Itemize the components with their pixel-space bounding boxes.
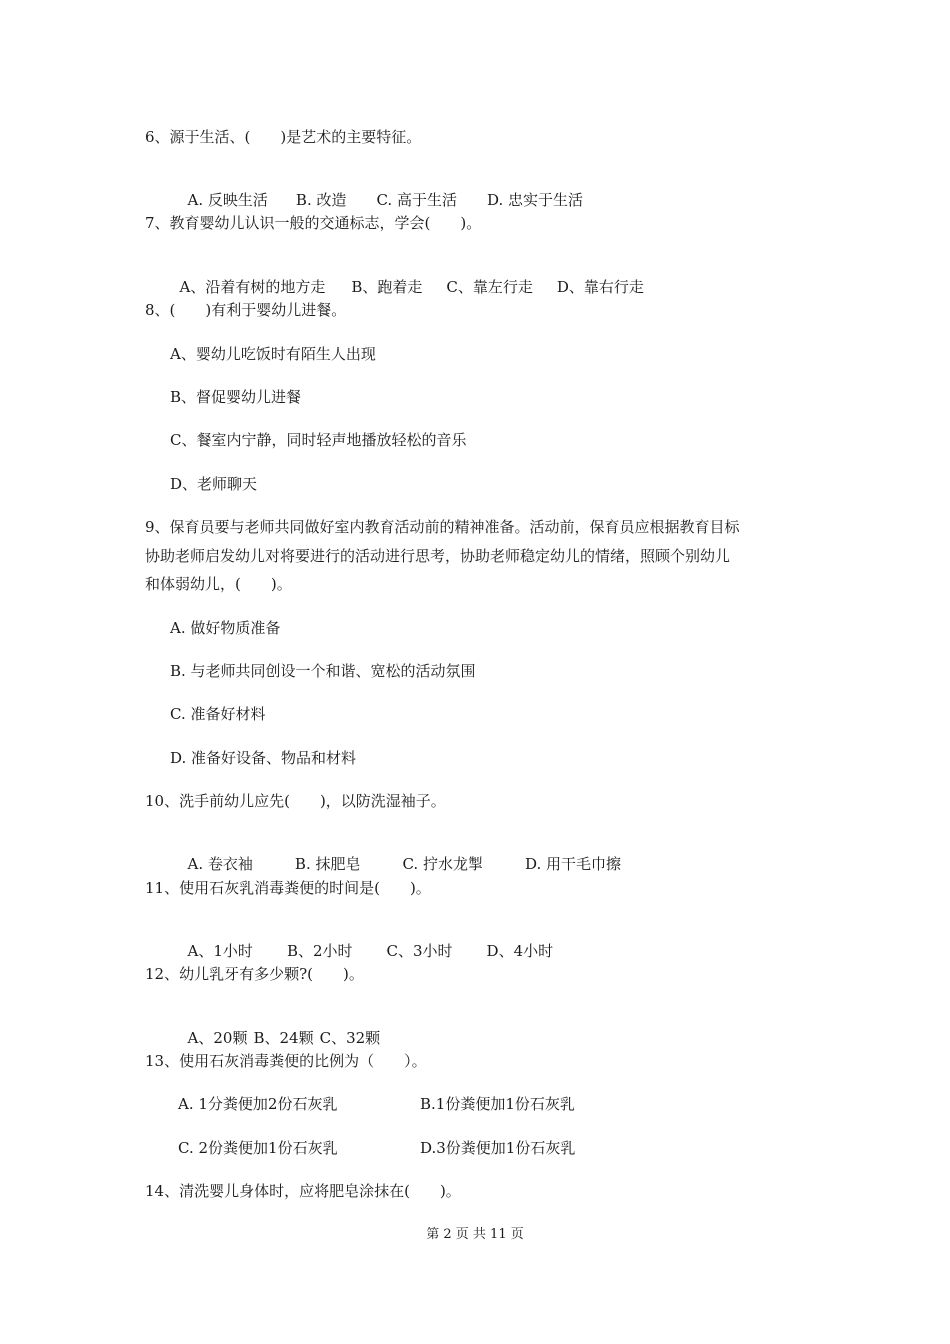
question-9-option-c: C. 准备好材料	[170, 705, 266, 723]
question-9-stem-line-1: 9、保育员要与老师共同做好室内教育活动前的精神准备。活动前，保育员应根据教育目标	[145, 518, 740, 536]
question-9-stem-line-2: 协助老师启发幼儿对将要进行的活动进行思考，协助老师稳定幼儿的情绪，照顾个别幼儿	[145, 547, 731, 565]
option-c: C. 高于生活	[376, 191, 457, 209]
option-b: B、24颗	[253, 1029, 314, 1047]
option-a: A、沿着有树的地方走	[179, 278, 326, 296]
option-c: C、32颗	[319, 1029, 381, 1047]
question-8-stem: 8、( )有利于婴幼儿进餐。	[145, 301, 347, 319]
question-8-option-a: A、婴幼儿吃饭时有陌生人出现	[170, 345, 376, 363]
question-13-stem: 13、使用石灰消毒粪便的比例为（ ）。	[145, 1052, 427, 1070]
question-13-option-b: B.1份粪便加1份石灰乳	[420, 1095, 575, 1113]
question-8-option-c: C、餐室内宁静，同时轻声地播放轻松的音乐	[170, 431, 467, 449]
question-9-option-b: B. 与老师共同创设一个和谐、宽松的活动氛围	[170, 662, 476, 680]
question-6-stem: 6、源于生活、( )是艺术的主要特征。	[145, 128, 422, 146]
question-7-options	[170, 257, 644, 297]
option-c: C、靠左行走	[446, 278, 533, 296]
question-6-options	[178, 170, 583, 210]
option-a: A、20颗	[187, 1029, 248, 1047]
question-8-option-b: B、督促婴幼儿进餐	[170, 388, 302, 406]
option-b: B. 抹肥皂	[294, 855, 361, 873]
question-13-option-c: C. 2份粪便加1份石灰乳	[178, 1139, 338, 1157]
question-14-stem: 14、清洗婴儿身体时，应将肥皂涂抹在( )。	[145, 1182, 461, 1200]
option-c: C. 拧水龙掣	[402, 855, 483, 873]
option-d: D. 忠实于生活	[486, 191, 583, 209]
option-a: A. 卷衣袖	[187, 855, 253, 873]
option-b: B. 改造	[295, 191, 347, 209]
question-11-stem: 11、使用石灰乳消毒粪便的时间是( )。	[145, 879, 431, 897]
question-12-options	[178, 1008, 380, 1048]
option-d: D、4小时	[486, 942, 554, 960]
question-8-option-d: D、老师聊天	[170, 475, 258, 493]
question-9-option-a: A. 做好物质准备	[170, 619, 281, 637]
option-a: A. 反映生活	[187, 191, 268, 209]
question-12-stem: 12、幼儿乳牙有多少颗?( )。	[145, 965, 364, 983]
option-d: D. 用干毛巾擦	[524, 855, 621, 873]
question-11-options	[178, 921, 553, 961]
option-a: A、1小时	[187, 942, 253, 960]
question-9-option-d: D. 准备好设备、物品和材料	[170, 749, 357, 767]
question-10-stem: 10、洗手前幼儿应先( )，以防洗湿袖子。	[145, 792, 446, 810]
question-7-stem: 7、教育婴幼儿认识一般的交通标志，学会( )。	[145, 214, 482, 232]
option-b: B、2小时	[286, 942, 353, 960]
question-13-option-a: A. 1分粪便加2份石灰乳	[178, 1095, 338, 1113]
question-10-options	[178, 834, 621, 874]
option-c: C、3小时	[386, 942, 453, 960]
option-d: D、靠右行走	[556, 278, 644, 296]
question-9-stem-line-3: 和体弱幼儿，( )。	[145, 575, 292, 593]
question-13-option-d: D.3份粪便加1份石灰乳	[420, 1139, 576, 1157]
option-b: B、跑着走	[351, 278, 423, 296]
page-number-footer: 第 2 页 共 11 页	[426, 1227, 524, 1242]
